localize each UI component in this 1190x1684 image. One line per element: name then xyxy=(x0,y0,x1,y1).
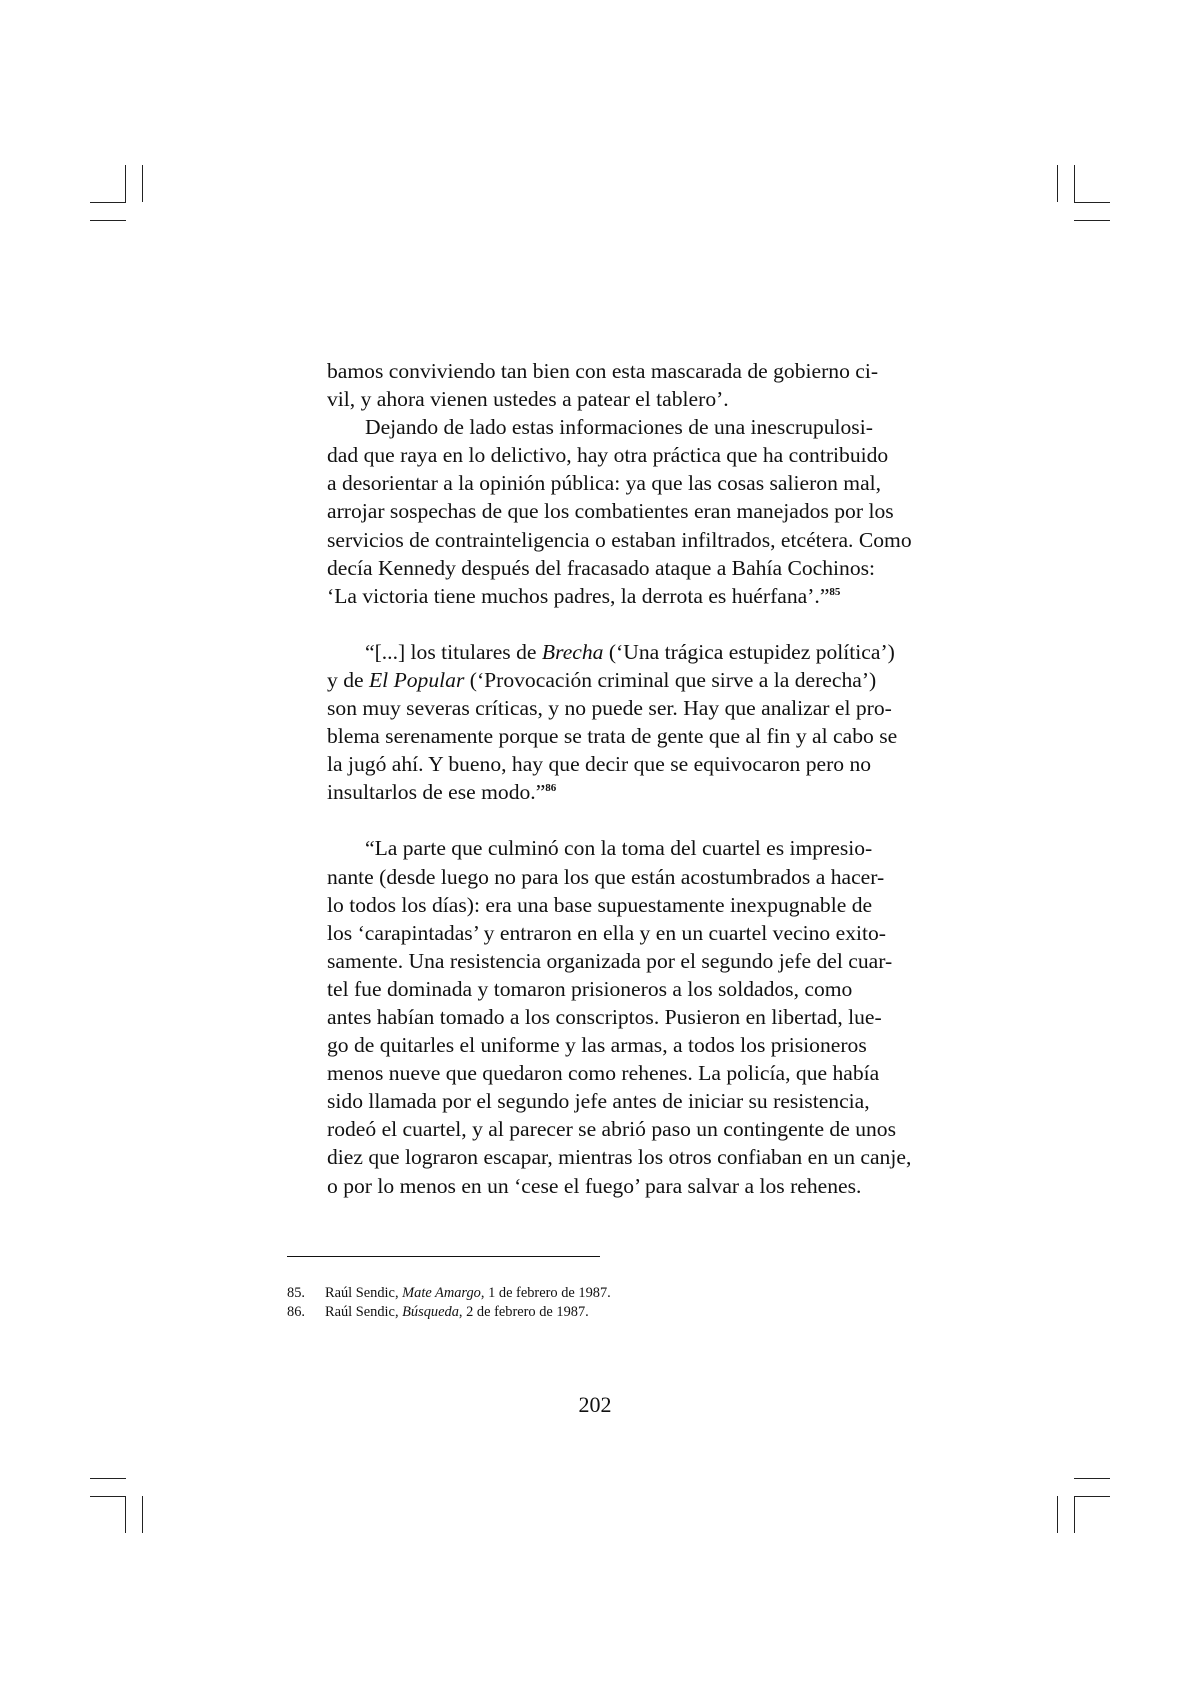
crop-mark xyxy=(1074,165,1075,202)
footnote xyxy=(287,1284,927,1303)
footnote-text: Raúl Sendic, xyxy=(325,1285,403,1301)
crop-mark xyxy=(1074,1496,1075,1533)
text-line: antes habían tomado a los conscriptos. Pusieron en libertad, lue- xyxy=(327,1004,882,1029)
footnote-source: Mate Amargo xyxy=(402,1285,481,1301)
text-line: o por lo menos en un ‘cese el fuego’ para salvar a los rehenes. xyxy=(327,1173,862,1198)
crop-mark xyxy=(142,165,143,202)
text-line: lo todos los días): era una base supuestamente inexpugnable de xyxy=(327,892,873,917)
crop-mark xyxy=(1074,202,1110,203)
text-segment: (‘Una trágica estupidez política’) xyxy=(603,639,895,664)
text-line: blema serenamente porque se trata de gente que al fin y al cabo se xyxy=(327,724,898,749)
text-line: vil, y ahora vienen ustedes a patear el tablero’. xyxy=(327,387,729,412)
footnote-text: Raúl Sendic, xyxy=(325,1304,403,1320)
footnote xyxy=(287,1303,927,1322)
crop-mark xyxy=(1074,220,1110,221)
crop-mark xyxy=(90,220,126,221)
newspaper-title: El Popular xyxy=(368,667,465,692)
text-line: los ‘carapintadas’ y entraron en ella y en un cuartel vecino exito- xyxy=(327,920,886,945)
newspaper-title: Brecha xyxy=(541,639,604,664)
text-line: decía Kennedy después del fracasado ataque a Bahía Cochinos: xyxy=(327,555,876,580)
crop-mark xyxy=(1074,1478,1110,1479)
text-line: nante (desde luego no para los que están acostumbrados a hacer- xyxy=(327,864,885,889)
text-line: la jugó ahí. Y bueno, hay que decir que se equivocaron pero no xyxy=(327,752,872,777)
text-line: a desorientar a la opinión pública: ya que las cosas salieron mal, xyxy=(327,471,882,496)
text-line: Dejando de lado estas informaciones de una inescrupulosi- xyxy=(365,415,873,440)
text-line: sido llamada por el segundo jefe antes de iniciar su resistencia, xyxy=(327,1089,870,1114)
body-text xyxy=(327,357,921,1200)
crop-mark xyxy=(90,202,126,203)
text-line: insultarlos de ese modo.” xyxy=(327,780,546,805)
text-line: menos nueve que quedaron como rehenes. La policía, que había xyxy=(327,1061,880,1086)
text-segment: y de xyxy=(327,667,369,692)
crop-mark xyxy=(90,1478,126,1479)
text-line: ‘La victoria tiene muchos padres, la derrota es huérfana’.” xyxy=(327,583,830,608)
quote-paragraph xyxy=(327,638,921,807)
footnote-text: , 2 de febrero de 1987. xyxy=(458,1304,589,1320)
text-line: dad que raya en lo delictivo, hay otra práctica que ha contribuido xyxy=(327,443,889,468)
text-line: samente. Una resistencia organizada por el segundo jefe del cuar- xyxy=(327,948,893,973)
paragraph xyxy=(327,357,921,413)
footnote-ref: 86 xyxy=(545,782,557,795)
crop-mark xyxy=(142,1496,143,1533)
crop-mark xyxy=(1057,165,1058,202)
footnote-separator xyxy=(287,1256,600,1257)
quote-paragraph xyxy=(327,834,921,1199)
footnote-number: 85. xyxy=(287,1285,305,1301)
text-line: servicios de contrainteligencia o estaban infiltrados, etcétera. Como xyxy=(327,527,912,552)
text-segment: (‘Provocación criminal que sirve a la derecha’) xyxy=(464,667,877,692)
page-number: 202 xyxy=(578,1392,612,1417)
footnotes xyxy=(287,1284,927,1322)
text-line: bamos conviviendo tan bien con esta mascarada de gobierno ci- xyxy=(327,359,879,383)
crop-mark xyxy=(1057,1496,1058,1533)
footnote-text: , 1 de febrero de 1987. xyxy=(480,1285,611,1301)
text-line: arrojar sospechas de que los combatientes eran manejados por los xyxy=(327,499,894,524)
crop-mark xyxy=(90,1496,126,1497)
text-line: diez que lograron escapar, mientras los otros confiaban en un canje, xyxy=(327,1145,912,1170)
crop-mark xyxy=(125,165,126,202)
footnote-number: 86. xyxy=(287,1304,305,1320)
text-line: “La parte que culminó con la toma del cuartel es impresio- xyxy=(365,836,873,861)
crop-mark xyxy=(1074,1496,1110,1497)
text-line: son muy severas críticas, y no puede ser. Hay que analizar el pro- xyxy=(327,696,892,721)
paragraph xyxy=(327,413,921,610)
crop-mark xyxy=(125,1496,126,1533)
footnote-source: Búsqueda xyxy=(402,1304,459,1320)
text-segment: “[...] los titulares de xyxy=(365,639,542,664)
text-line: go de quitarles el uniforme y las armas, a todos los prisioneros xyxy=(327,1033,867,1058)
footnote-ref: 85 xyxy=(829,585,841,598)
text-line: rodeó el cuartel, y al parecer se abrió paso un contingente de unos xyxy=(327,1117,897,1142)
text-line: tel fue dominada y tomaron prisioneros a los soldados, como xyxy=(327,976,853,1001)
